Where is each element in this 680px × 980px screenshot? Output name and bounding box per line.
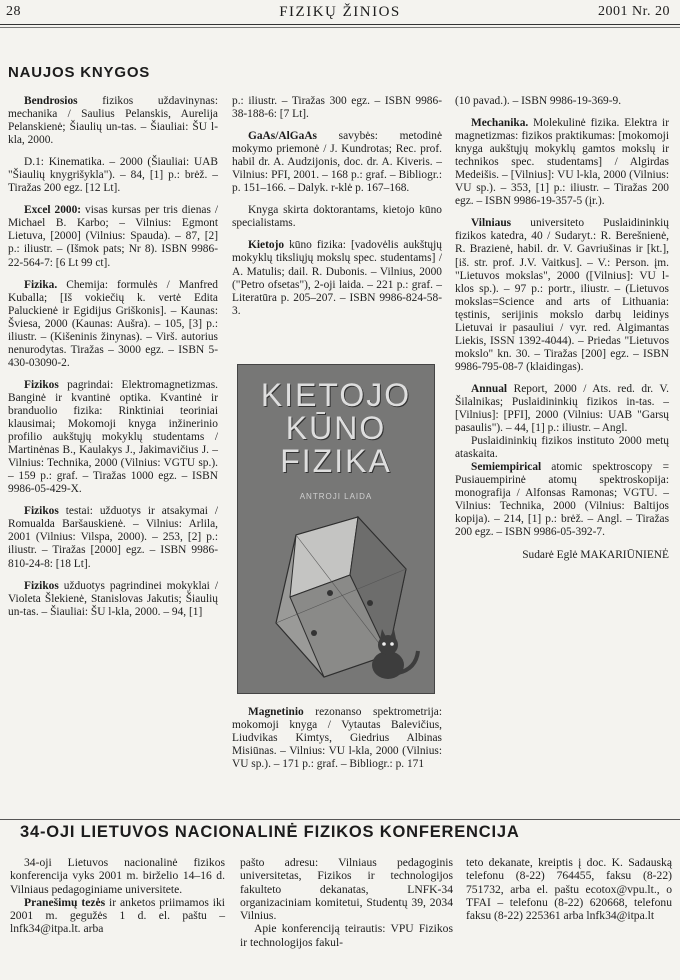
conference-column-3	[466, 856, 672, 922]
paragraph-text: ir anketos priimamos iki 2001 m. gegužės 1 d. el. paštu – lnfk34@itpa.lt. arba	[10, 895, 226, 936]
entry-lead: Kietojo	[248, 239, 285, 252]
entry-text: rezonanso spektrometrija: mokomoji knyga / Vytautas Balevičius, Liudvikas Kimtys, Giedrius Albinas Misiūnas. – Vilnius: VU l-kla, 2000 (Vilnius: VU sp.). – 171 p.: graf. – Bibliogr.: p. 171	[232, 706, 442, 771]
entry-text: užduotys pagrindinei mokyklai / Violeta Šlekienė, Stanislovas Jakutis; Šiaulių un-tas. – Šiauliai: ŠU l-kla, 2000. – 94, [1]	[8, 579, 218, 618]
entry-lead: Fizikos	[24, 378, 59, 391]
conference-paragraph	[10, 856, 225, 896]
paragraph-text: Apie konferenciją teirautis: VPU Fizikos ir technologijos fakul-	[240, 922, 453, 949]
entry-text: D.1: Kinematika. – 2000 (Šiauliai: UAB "Šiaulių knygrišykla"). – 84, [1] p.: brėž. – Tiražas 200 egz. [12 Lt].	[8, 156, 218, 195]
book-entry	[8, 156, 218, 195]
cover-subtitle: ANTROJI LAIDA	[299, 492, 373, 501]
entry-text: Molekulinė fizika. Elektra ir magnetizmas: fizikos praktikumas: [mokomoji knyga aukštųjų mokyklų gamtos mokslų ir technikos spec. studentams] / Algirdas Medeišis. – [Vilnius]: VU l-kla, 2000 (Vilnius: VU sp.). – 353, [1] p.: iliustr. – Tiražas 200 egz. – ISBN 9986-19-357-5 (įr.).	[455, 117, 669, 208]
header-rule-thin	[0, 27, 680, 28]
book-entry	[232, 706, 442, 771]
cover-crystal-illustration	[238, 505, 434, 693]
entry-lead: Magnetinio	[248, 706, 304, 718]
book-entry	[232, 204, 442, 230]
section-divider	[0, 819, 680, 820]
books-column-2	[232, 95, 442, 327]
conference-paragraph	[466, 856, 672, 922]
book-entry	[8, 580, 218, 619]
book-entry	[232, 130, 442, 195]
conference-paragraph	[240, 922, 453, 949]
book-entry	[8, 204, 218, 269]
entry-text: Chemija: formulės / Manfred Kuballa; [Iš vokiečių k. vertė Edita Paluckienė ir Egidijus Griškonis]. – Kaunas: Šviesa, 2000 (Kaunas: Aušra). – 105, [3] p.: iliustr. – (Kišeninis žinynas). – Virš. autorius nenurodytas. Tiražas – 3000 egz. – ISBN 5-430-03090-2.	[8, 278, 218, 369]
entry-text: atomic spektroscopy = Pusiauempirinė atomų spektroskopija: monografija / Alfonsas Ramonas; VGTU. – Vilnius: Technika, 2000 (Vilnius: Baltijos kopija). – 214, [1] p.: brėž. – Angl. – Tiražas 200 egz. – ISBN 9986-05-392-7.	[455, 461, 669, 539]
book-entry	[455, 383, 669, 435]
cover-title	[238, 379, 434, 478]
section-title-conference: 34-OJI LIETUVOS NACIONALINĖ FIZIKOS KONFERENCIJA	[20, 823, 520, 841]
entry-lead: Excel 2000:	[24, 204, 82, 217]
entry-text: p.: iliustr. – Tiražas 300 egz. – ISBN 9986-38-188-6: [7 Lt].	[232, 95, 442, 121]
entry-lead: Annual	[471, 382, 508, 395]
entry-text: Report, 2000 / Ats. red. dr. V. Šilalnikas; Puslaidininkių fizikos in-tas. – [Vilnius]: [PFI], 2000 (Vilnius: UAB "Garsų pasaulis"). – 44, [1] p.: iliustr. – Angl.	[455, 382, 669, 435]
entry-lead: Fizikos	[24, 579, 59, 592]
entry-lead: Bendrosios	[24, 95, 78, 107]
book-entry	[455, 217, 669, 374]
book-entry	[455, 461, 669, 539]
entry-text: Knyga skirta doktorantams, kietojo kūno specialistams.	[232, 204, 442, 230]
cover-title-line: KŪNO	[285, 410, 387, 446]
entry-text: (10 pavad.). – ISBN 9986-19-369-9.	[455, 95, 622, 107]
entry-text: visas kursas per tris dienas / Michael B. Karbo; – Vilnius: Egmont Lietuva, [2000] (Vilnius: Spauda). – 87, [2] p.: iliustr. – (Išmok pats; Nr 8). ISBN 9986-22-564-7: [6 Lt 99 ct].	[8, 204, 218, 269]
entry-text: kūno fizika: [vadovėlis aukštųjų mokyklų tiksliųjų mokslų spec. studentams] / A. Matulis; dail. R. Dubonis. – Vilnius, 2000 ("Petro ofsetas"), 2-oji laida. – 221 p.: graf. – Literatūra p. 205–207. – ISBN 9986-824-58-3.	[232, 239, 442, 317]
book-entry	[232, 239, 442, 317]
books-column-2-bottom	[232, 706, 442, 780]
entry-lead: GaAs/AlGaAs	[248, 130, 317, 143]
entry-text: Puslaidininkių fizikos instituto 2000 metų ataskaita.	[455, 435, 669, 461]
conference-paragraph	[10, 896, 225, 936]
paragraph-text: teto dekanate, kreiptis į doc. K. Sadauską telefonu (8-22) 764455, faksu (8-22) 751732, arba el. paštu ecotox@vpu.lt., o TFAI – telefonu (8-22) 620668, telefonu faksu (8-22) 225361 arba lnfk34@itpa.lt	[466, 856, 672, 923]
entry-text: universiteto Puslaidininkių fizikos katedra, 40 / Sudaryt.: R. Berešnienė, R. Brazienė, habil. dr. V. Gavriušinas ir [kt.], [iš. str. prof. J.V. Vaitkus]. – V.: Person. įm. "Lietuvos mokslas", 2000 ([Vilnius]: VU l-klos sp.). – 97 p.: portr., iliustr. – (Lietuvos mokslas=Science and arts of Lithuania: tęstinis, serijinis mokslo darbų leidinys Lietuvai ir pasauliui / vyr. red. Algimantas Liekis, ISSN 1392-4044). – Priedas "Lietuvos mokslo" kn. 30. – Tiražas [200] egz. – ISBN 9986-795-08-7 (klaidingas).	[455, 217, 669, 373]
compiler-label: Sudarė Eglė	[522, 548, 578, 561]
paragraph-text: 34-oji Lietuvos nacionalinė fizikos konferencija vyks 2001 m. birželio 14–16 d. Vilniaus pedagoginiame universitete.	[10, 856, 225, 896]
issue-label: 2001 Nr. 20	[598, 4, 670, 19]
paragraph-text: pašto adresu: Vilniaus pedagoginis universitetas, Fizikos ir technologijos fakulteto dekanatas, LNFK-34 organizaciniam komitetui, Studentų 39, 2034 Vilnius.	[240, 856, 453, 923]
compiler-credit	[455, 549, 669, 562]
paragraph-lead: Pranešimų tezės	[24, 895, 106, 909]
journal-title: FIZIKŲ ŽINIOS	[279, 4, 401, 20]
book-entry	[8, 379, 218, 496]
entry-text: fizikos uždavinynas: mechanika / Saulius Pelanskis, Aurelija Pelanskienė; Šiaulių un-tas. – Šiauliai: ŠU l-kla, 2000.	[8, 95, 218, 147]
book-cover-image	[237, 364, 435, 694]
conference-column-2	[240, 856, 453, 949]
page-number: 28	[6, 4, 21, 19]
cover-title-line: FIZIKA	[280, 443, 392, 479]
book-entry	[455, 435, 669, 461]
books-column-3	[455, 95, 669, 571]
conference-paragraph	[240, 856, 453, 922]
entry-lead: Fizikos	[24, 505, 59, 518]
entry-text: pagrindai: Elektromagnetizmas. Banginė ir kvantinė optika. Kvantinė ir branduolio fizika: Rinktiniai teoriniai klausimai; Mokomoji knyga inžinerinio profilio aukštųjų mokyklų studentams / Martinėnas B., Kaulakys J., Jakimavičius J. – Vilnius: Technika, 2000 (Vilnius: VGTU sp.). – 159 p.: graf. – Tiražas 1000 egz. – ISBN 9986-05-429-X.	[8, 378, 218, 496]
conference-column-1	[10, 856, 225, 936]
entry-lead: Mechanika.	[471, 117, 529, 130]
books-column-1	[8, 95, 218, 628]
book-entry	[8, 95, 218, 147]
entry-lead: Vilniaus	[471, 217, 512, 230]
cover-title-line: KIETOJO	[260, 377, 412, 413]
entry-text: testai: užduotys ir atsakymai / Romualda Baršauskienė. – Vilnius: Arlila, 2001 (Vilnius: Vilspa, 2000). – 253, [2] p.: iliustr. – Tiražas [2000] egz. – ISBN 9986-810-24-8: [18 Lt].	[8, 505, 218, 570]
header-rule	[0, 24, 680, 25]
book-entry	[8, 279, 218, 370]
entry-text: savybės: metodinė mokymo priemonė / J. Kundrotas; Rec. prof. habil dr. A. Audzijonis, doc. dr. A. Kiveris. – Vilnius: PFI, 2001. – 168 p.: graf. – Bibliogr.: p. 151–166. – Dalyk. r-klė p. 167–168.	[232, 130, 442, 195]
book-entry	[8, 505, 218, 570]
entry-lead: Fizika.	[24, 278, 58, 291]
book-entry	[455, 95, 669, 108]
entry-lead: Semiempirical	[471, 461, 542, 474]
book-entry	[455, 117, 669, 208]
section-title-new-books: NAUJOS KNYGOS	[8, 64, 151, 81]
book-entry	[232, 95, 442, 121]
compiler-name: MAKARIŪNIENĖ	[580, 548, 669, 561]
